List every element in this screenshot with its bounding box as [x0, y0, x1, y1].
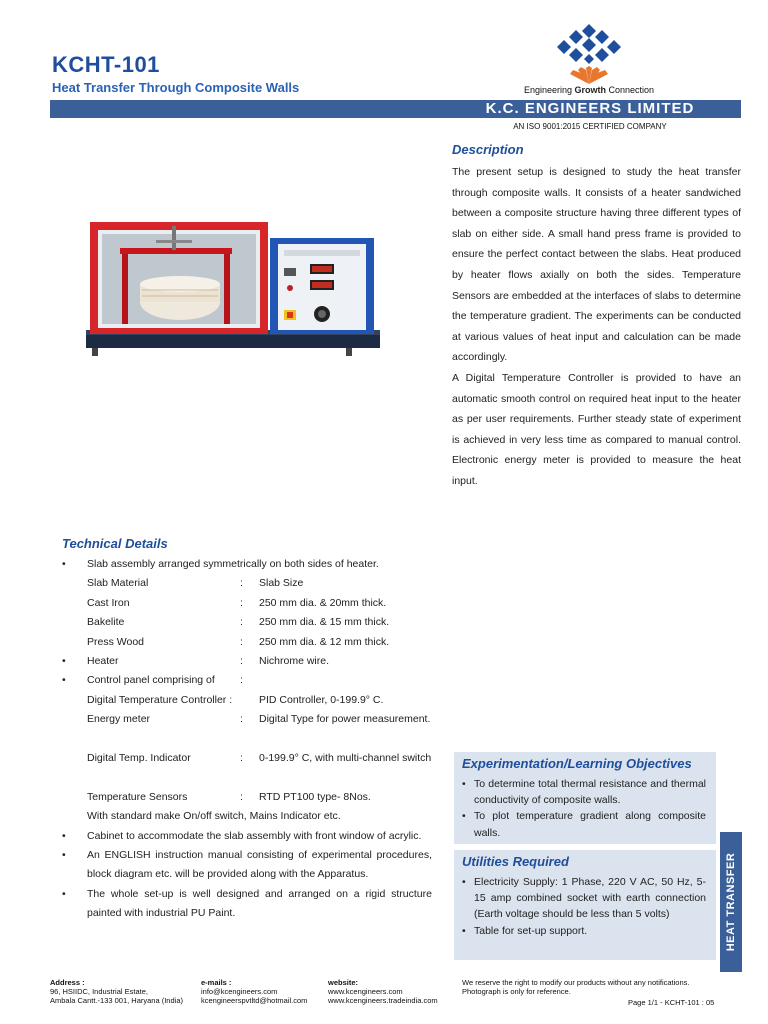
- bullet: •: [62, 558, 66, 570]
- utilities-box: [454, 850, 716, 960]
- table-row: Press Wood : 250 mm dia. & 12 mm thick.: [87, 635, 390, 648]
- footer-address: Address : 96, HSIIDC, Industrial Estate, Ambala Cantt.-133 001, Haryana (India): [50, 978, 183, 1005]
- company-tagline: Engineering Growth Connection: [523, 85, 655, 95]
- list-item: • Table for set-up support.: [462, 923, 706, 939]
- product-code: KCHT-101: [52, 52, 160, 77]
- footer-emails: e-mails : info@kcengineers.com kcengineerspvtltd@hotmail.com: [201, 978, 308, 1005]
- list-item: • An ENGLISH instruction manual consisting of experimental procedures, block diagram etc. will be provided along with the Apparatus.: [62, 848, 432, 881]
- list-item: • Cabinet to accommodate the slab assembly with front window of acrylic.: [62, 829, 422, 842]
- table-row: Bakelite : 250 mm dia. & 15 mm thick.: [87, 616, 390, 629]
- product-photo: [84, 210, 384, 370]
- technical-details-title: Technical Details: [62, 536, 168, 551]
- description-body: [452, 162, 741, 492]
- table-row: Digital Temp. Indicator : 0-199.9° C, with multi-channel switch: [87, 751, 432, 764]
- list-item: • To plot temperature gradient along composite walls.: [462, 808, 706, 840]
- table-row: Cast Iron : 250 mm dia. & 20mm thick.: [87, 596, 387, 609]
- product-name: Heat Transfer Through Composite Walls: [52, 80, 300, 95]
- utilities-title: Utilities Required: [462, 854, 569, 869]
- description-paragraph: A Digital Temperature Controller is provided to have an automatic smooth control on required heat input to the heater as per user requirements. Further steady state of experiment is achieved in very less time as compared to manual control. Electronic energy meter is provided to measure the heat input.: [452, 371, 741, 487]
- list-item: • To determine total thermal resistance and thermal conductivity of composite walls.: [462, 776, 706, 808]
- learning-objectives-title: Experimentation/Learning Objectives: [462, 756, 692, 771]
- footer-website: website: www.kcengineers.com www.kcengineers.tradeindia.com: [328, 978, 438, 1005]
- list-item: • Heater : Nichrome wire.: [62, 654, 330, 667]
- technical-details: [62, 555, 432, 924]
- table-row: Slab Material : Slab Size: [87, 577, 304, 590]
- description-paragraph: The present setup is designed to study the heat transfer through composite walls. It consists of a heater sandwiched between a composite structure having three different types of slab on either side. A small hand press frame is provided to ensure the perfect contact between the slabs. Heat produced by heater flows axially on both the sides. Temperature Sensors are embedded at the interfaces of slabs to determine the temperature gradient. The experiments can be conducted at various values of heat input and calculation can be made accordingly.: [452, 166, 741, 364]
- company-logo-icon: [556, 22, 622, 84]
- company-name: K.C. ENGINEERS LIMITED: [485, 100, 695, 117]
- list-item: • Electricity Supply: 1 Phase, 220 V AC, 50 Hz, 5-15 amp combined socket with earth connection (Earth voltage should be less than 5 volts): [462, 874, 706, 923]
- table-row: With standard make On/off switch, Mains Indicator etc.: [87, 810, 341, 823]
- list-item: • Slab assembly arranged symmetrically on both sides of heater.: [62, 555, 432, 574]
- iso-certification: AN ISO 9001:2015 CERTIFIED COMPANY: [513, 122, 667, 131]
- category-side-tab: HEAT TRANSFER: [720, 832, 742, 972]
- footer-notes: We reserve the right to modify our products without any notifications. Photograph is only for reference.: [462, 978, 690, 996]
- table-row: Digital Temperature Controller : PID Controller, 0-199.9° C.: [87, 693, 384, 706]
- page-number: Page 1/1 - KCHT-101 : 05: [628, 998, 715, 1007]
- table-row: Energy meter : Digital Type for power measurement.: [87, 713, 431, 726]
- list-item: • Control panel comprising of :: [62, 674, 243, 687]
- list-item: • The whole set-up is well designed and arranged on a rigid structure painted with industrial PU Paint.: [62, 887, 432, 920]
- description-title: Description: [452, 142, 524, 157]
- learning-objectives-box: [454, 752, 716, 844]
- table-row: Temperature Sensors : RTD PT100 type- 8Nos.: [87, 790, 371, 803]
